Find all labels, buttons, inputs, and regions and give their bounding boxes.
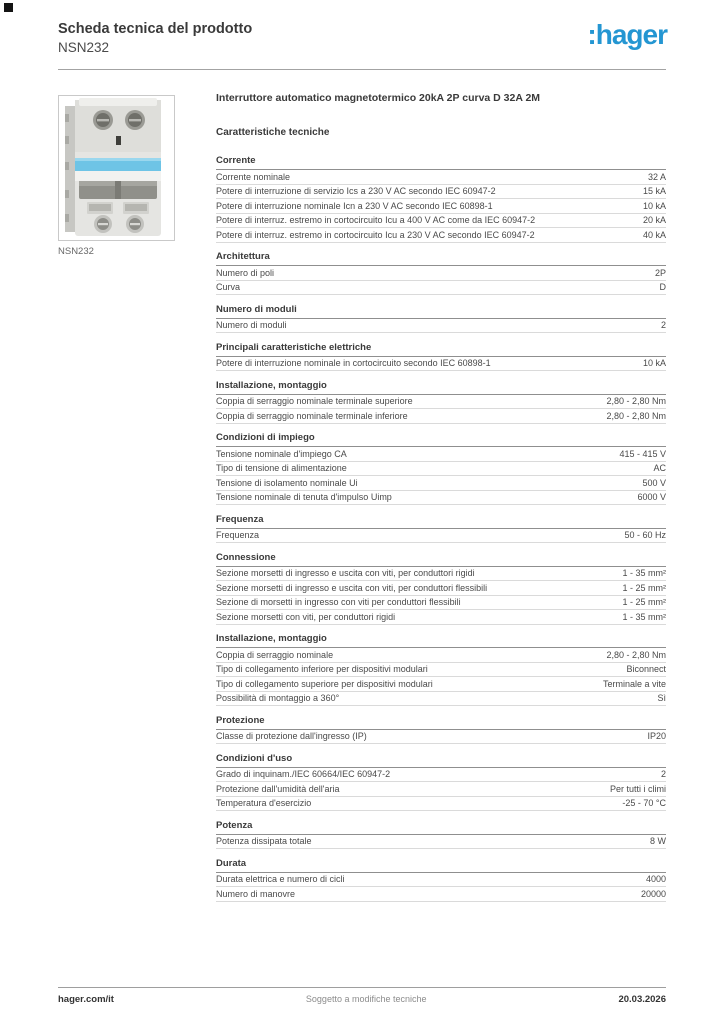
page-footer — [58, 994, 666, 1005]
header-divider — [58, 69, 666, 70]
row-value: 20000 — [640, 888, 666, 899]
row-value: Sì — [657, 693, 666, 703]
section-heading: Installazione, montaggio — [216, 633, 666, 648]
table-row — [216, 228, 666, 243]
table-row — [216, 447, 666, 462]
table-row — [216, 529, 666, 544]
row-label: Numero di moduli — [216, 320, 287, 330]
table-row — [216, 214, 666, 229]
row-label: Possibilità di montaggio a 360° — [216, 693, 340, 703]
tech-section — [216, 304, 666, 334]
table-row — [216, 768, 666, 783]
row-value: 500 V — [642, 477, 666, 488]
section-heading: Potenza — [216, 820, 666, 835]
row-label: Corrente nominale — [216, 171, 291, 182]
main-column — [216, 92, 666, 910]
row-label: Potere di interruz. estremo in cortocircuito Icu a 230 V AC secondo IEC 60947-2 — [216, 229, 535, 240]
section-heading: Architettura — [216, 251, 666, 266]
tech-section — [216, 155, 666, 243]
row-value: 10 kA — [642, 200, 666, 211]
row-value: 2,80 - 2,80 Nm — [606, 410, 666, 421]
table-row — [216, 409, 666, 424]
table-row — [216, 185, 666, 200]
tech-section — [216, 820, 666, 850]
row-label: Potenza dissipata totale — [216, 836, 312, 846]
row-label: Tensione nominale d'impiego CA — [216, 448, 347, 459]
table-row — [216, 596, 666, 611]
row-label: Durata elettrica e numero di cicli — [216, 874, 345, 884]
row-label: Tipo di tensione di alimentazione — [216, 463, 347, 473]
table-row — [216, 567, 666, 582]
table-row — [216, 281, 666, 296]
row-label: Grado di inquinam./IEC 60664/IEC 60947-2 — [216, 769, 391, 779]
row-label: Classe di protezione dall'ingresso (IP) — [216, 731, 367, 741]
tech-section — [216, 633, 666, 706]
row-value: 32 A — [647, 171, 666, 182]
product-code: NSN232 — [58, 40, 110, 55]
row-value: 2,80 - 2,80 Nm — [606, 649, 666, 660]
row-value: 6000 V — [637, 492, 666, 502]
row-label: Coppia di serraggio nominale — [216, 649, 334, 660]
tech-section — [216, 753, 666, 812]
section-heading: Durata — [216, 858, 666, 873]
footer-date: 20.03.2026 — [618, 994, 666, 1005]
row-value: Biconnect — [626, 664, 666, 674]
table-row — [216, 266, 666, 281]
footer-divider — [58, 987, 666, 988]
row-value: D — [659, 282, 666, 292]
hager-logo: :hager — [587, 19, 667, 50]
row-label: Sezione morsetti di ingresso e uscita con viti, per conduttori flessibili — [216, 582, 488, 593]
tech-section — [216, 858, 666, 902]
row-value: IP20 — [647, 731, 666, 741]
table-row — [216, 357, 666, 372]
page-title: Scheda tecnica del prodotto — [58, 21, 253, 37]
row-value: 1 - 25 mm² — [622, 582, 666, 593]
row-label: Numero di manovre — [216, 888, 296, 899]
table-row — [216, 476, 666, 491]
row-value: 40 kA — [642, 229, 666, 240]
row-label: Tensione nominale di tenuta d'impulso Uimp — [216, 492, 392, 502]
row-value: 15 kA — [642, 186, 666, 196]
product-image — [58, 95, 175, 241]
row-value: 4000 — [645, 874, 666, 884]
table-row — [216, 199, 666, 214]
section-heading: Installazione, montaggio — [216, 380, 666, 395]
section-heading: Condizioni di impiego — [216, 432, 666, 447]
product-image-caption: NSN232 — [58, 246, 94, 257]
section-heading: Frequenza — [216, 514, 666, 529]
row-value: AC — [653, 463, 666, 473]
row-value: 415 - 415 V — [619, 448, 666, 459]
row-value: 1 - 35 mm² — [622, 568, 666, 578]
tech-section — [216, 342, 666, 372]
section-heading: Protezione — [216, 715, 666, 730]
row-value: 2 — [660, 320, 666, 330]
section-heading: Corrente — [216, 155, 666, 170]
table-row — [216, 319, 666, 334]
row-value: 1 - 35 mm² — [622, 611, 666, 622]
row-value: 10 kA — [642, 358, 666, 368]
table-row — [216, 648, 666, 663]
row-label: Sezione di morsetti in ingresso con viti per conduttori flessibili — [216, 597, 461, 607]
table-row — [216, 797, 666, 812]
table-row — [216, 581, 666, 596]
table-row — [216, 610, 666, 625]
table-row — [216, 663, 666, 678]
row-label: Tensione di isolamento nominale Ui — [216, 477, 358, 488]
row-label: Protezione dall'umidità dell'aria — [216, 783, 340, 794]
row-label: Numero di poli — [216, 267, 275, 278]
row-value: 2P — [654, 267, 666, 278]
tech-section — [216, 380, 666, 424]
row-label: Sezione morsetti di ingresso e uscita con viti, per conduttori rigidi — [216, 568, 475, 578]
row-label: Tipo di collegamento superiore per dispositivi modulari — [216, 678, 433, 689]
tech-sections — [216, 155, 666, 902]
row-value: Terminale a vite — [602, 678, 666, 689]
row-label: Coppia di serraggio nominale terminale superiore — [216, 396, 413, 406]
row-label: Potere di interruzione nominale Icn a 230 V AC secondo IEC 60898-1 — [216, 200, 493, 211]
row-value: 2 — [660, 769, 666, 779]
table-row — [216, 887, 666, 902]
row-label: Sezione morsetti con viti, per conduttori rigidi — [216, 611, 396, 622]
row-value: Per tutti i climi — [609, 783, 666, 794]
row-label: Coppia di serraggio nominale terminale inferiore — [216, 410, 408, 421]
row-value: 50 - 60 Hz — [624, 530, 666, 540]
table-row — [216, 170, 666, 185]
footer-disclaimer: Soggetto a modifiche tecniche — [305, 994, 427, 1004]
table-row — [216, 395, 666, 410]
tech-section — [216, 251, 666, 295]
row-label: Temperatura d'esercizio — [216, 798, 312, 808]
row-value: 2,80 - 2,80 Nm — [606, 396, 666, 406]
table-row — [216, 782, 666, 797]
circuit-breaker-illustration — [59, 96, 174, 240]
product-title: Interruttore automatico magnetotermico 20kA 2P curva D 32A 2M — [216, 92, 541, 104]
row-label: Potere di interruzione nominale in cortocircuito secondo IEC 60898-1 — [216, 358, 491, 368]
row-value: 1 - 25 mm² — [622, 597, 666, 607]
table-row — [216, 835, 666, 850]
tech-section — [216, 715, 666, 745]
row-label: Potere di interruz. estremo in cortocircuito Icu a 400 V AC come da IEC 60947-2 — [216, 215, 536, 225]
tech-section — [216, 552, 666, 625]
section-heading: Numero di moduli — [216, 304, 666, 319]
tech-section — [216, 514, 666, 544]
corner-mark — [4, 3, 13, 12]
section-heading: Connessione — [216, 552, 666, 567]
row-label: Curva — [216, 282, 241, 292]
row-label: Frequenza — [216, 530, 260, 540]
section-heading: Condizioni d'uso — [216, 753, 666, 768]
table-row — [216, 491, 666, 506]
row-value: -25 - 70 °C — [622, 798, 666, 808]
table-row — [216, 677, 666, 692]
table-row — [216, 730, 666, 745]
row-value: 8 W — [649, 836, 666, 846]
tech-section — [216, 432, 666, 505]
tech-characteristics-title: Caratteristiche tecniche — [216, 127, 330, 138]
table-row — [216, 873, 666, 888]
footer-website: hager.com/it — [58, 994, 114, 1005]
table-row — [216, 692, 666, 707]
table-row — [216, 462, 666, 477]
row-label: Tipo di collegamento inferiore per dispositivi modulari — [216, 664, 428, 674]
section-heading: Principali caratteristiche elettriche — [216, 342, 666, 357]
row-value: 20 kA — [642, 215, 666, 225]
row-label: Potere di interruzione di servizio Ics a 230 V AC secondo IEC 60947-2 — [216, 186, 496, 196]
page-header — [58, 21, 252, 56]
